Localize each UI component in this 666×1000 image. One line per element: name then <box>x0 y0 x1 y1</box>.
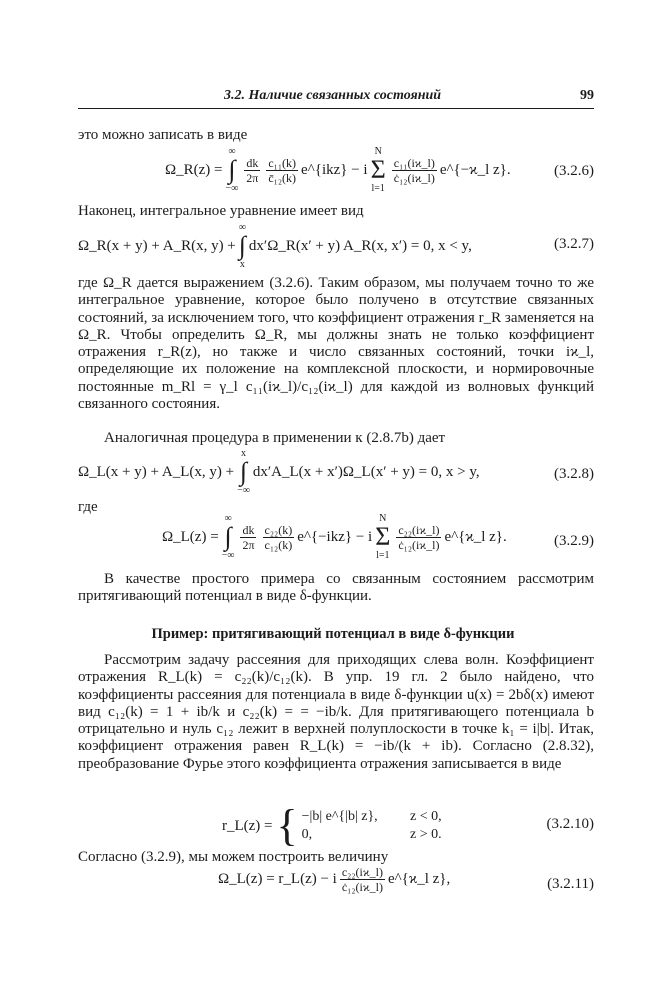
fraction: $\frac{\text{c₁₁(k)}}{\text{c̄₁₂(k)}}$ <box>268 155 297 185</box>
eq-term: dx′Ω_R(x′ + y) A_R(x, x′) = 0, x < y, <box>248 237 472 254</box>
equation-3-2-6 <box>165 146 511 194</box>
equation-3-2-11 <box>218 865 450 894</box>
paragraph: Аналогичная процедура в применении к (2.8.7b) дает <box>104 430 446 446</box>
paragraph: Рассмотрим задачу рассеяния для приходящих слева волн. Коэффициент отражения R_L(k) = c₂₂(k)/c₁₂(k). В упр. 19 гл. 2 было найдено, что коэффициенты рассеяния для потенциала в виде δ-функции u(x) = 2bδ(x) имеют вид c₁₂(k) = 1 + ib/k и c₂₂(k) = = −ib/k. Для притягивающего потенциала b отрицательно и нуль c₁₂ лежит в верхней полуплоскости в точке k₁ = i|b|. Итак, коэффициент отражения равен R_L(k) = −ib/(k + ib). Согласно (2.8.32), преобразование Фурье этого коэффициента отражения записывается в виде <box>78 652 594 772</box>
eq-term: e^{ikz} − i <box>301 161 368 178</box>
running-title: 3.2. Наличие связанных состояний <box>224 88 442 103</box>
eq-term: dx′A_L(x + x′)Ω_L(x′ + y) = 0, x > y, <box>252 463 480 480</box>
sum-sign: N Σ l=1 <box>375 513 391 561</box>
section-heading: Пример: притягивающий потенциал в виде δ-функции <box>151 626 515 642</box>
fraction: $\frac{\text{c₂₂(iϰ\_l)}}{\text{ċ₁₂(iϰ\_l)}}$ <box>398 522 440 552</box>
integral-sign: ∞ ∫ x <box>238 222 246 270</box>
equation-3-2-10 <box>222 801 442 850</box>
fraction: $\frac{\text{c₁₁(iϰ\_l)}}{\text{ċ₁₂(iϰ\_l)}}$ <box>393 155 435 185</box>
integral-sign: ∞ ∫ −∞ <box>221 513 235 561</box>
piecewise-cases: −|b| e^{|b| z}, z < 0, 0, z > 0. <box>301 809 442 842</box>
page-header <box>78 88 594 109</box>
equation-number: (3.2.9) <box>554 533 594 549</box>
eq-lhs: Ω_L(z) = r_L(z) − i <box>218 871 337 887</box>
fraction: $\frac{dk}{2\pi}$ <box>246 155 259 185</box>
equation-number: (3.2.10) <box>546 816 594 832</box>
equation-number: (3.2.11) <box>547 876 594 892</box>
paragraph-intro: это можно записать в виде <box>78 127 248 143</box>
fraction: $\frac{dk}{2\pi}$ <box>242 522 255 552</box>
eq-lhs: Ω_L(z) = <box>162 528 219 545</box>
paragraph: Согласно (3.2.9), мы можем построить величину <box>78 849 389 865</box>
fraction: $\frac{\text{c₂₂(k)}}{\text{c₁₂(k)}}$ <box>264 522 293 552</box>
equation-3-2-7 <box>78 222 472 270</box>
equation-number: (3.2.8) <box>554 466 594 482</box>
eq-term: e^{ϰ_l z}. <box>444 528 507 545</box>
equation-number: (3.2.7) <box>554 236 594 252</box>
integral-sign: x ∫ −∞ <box>237 448 250 496</box>
eq-term: e^{−ikz} − i <box>297 528 373 545</box>
equation-3-2-9 <box>162 513 507 561</box>
paragraph: где Ω_R дается выражением (3.2.6). Таким образом, мы получаем точно то же интегральное уравнение, которое было получено в отсутствие связанных состояний, за исключением того, что коэффициент отражения r_R заменяется на Ω_R. Чтобы определить Ω_R, мы должны знать не только коэффициент отражения r_R(z), но также и число связанных состояний, точки iϰ_l, определяющие их положение на комплексной плоскости, и нормировочные постоянные m_Rl = γ_l c₁₁(iϰ_l)/c₁₂(iϰ_l) для каждой из волновых функций связанного состояния. <box>78 275 594 413</box>
eq-term: Ω_L(x + y) + A_L(x, y) + <box>78 463 235 480</box>
eq-term: e^{−ϰ_l z}. <box>439 161 511 178</box>
paragraph: где <box>78 499 98 515</box>
left-brace: { <box>276 801 298 850</box>
page-number: 99 <box>580 88 594 103</box>
fraction: $\frac{\text{c₂₂(iϰ\_l)}}{\text{ċ₁₂(iϰ\_l)}}$ <box>341 865 383 894</box>
eq-term: e^{ϰ_l z}, <box>387 871 451 887</box>
equation-3-2-8 <box>78 448 480 496</box>
paragraph: В качестве простого примера со связанным состоянием рассмотрим притягивающий потенциал в виде δ-функции. <box>78 571 594 605</box>
eq-lhs: r_L(z) = <box>222 817 273 834</box>
eq-term: Ω_R(x + y) + A_R(x, y) + <box>78 237 236 254</box>
integral-sign: ∞ ∫ −∞ <box>225 146 239 194</box>
paragraph: Наконец, интегральное уравнение имеет вид <box>78 203 364 219</box>
eq-lhs: Ω_R(z) = <box>165 161 223 178</box>
sum-sign: N Σ l=1 <box>370 146 386 194</box>
equation-number: (3.2.6) <box>554 163 594 179</box>
